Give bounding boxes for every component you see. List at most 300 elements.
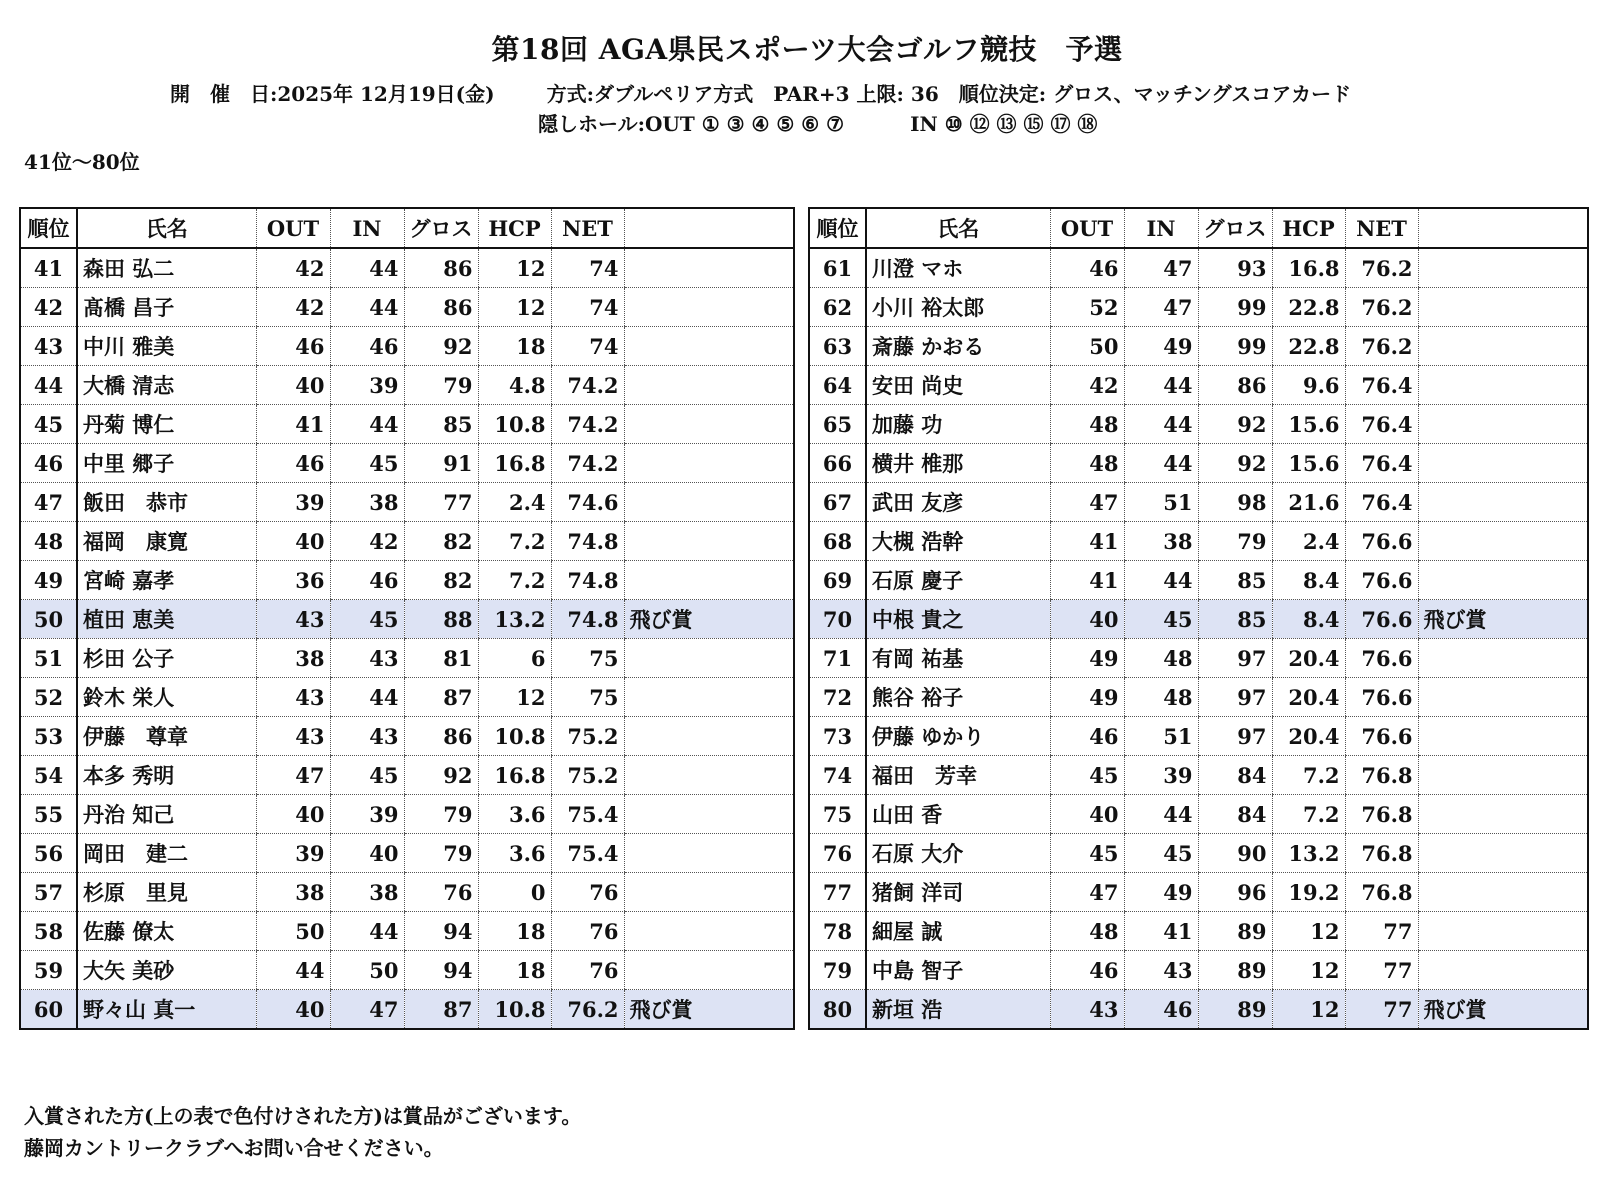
cell-hcp: 4.8 (478, 366, 551, 405)
cell-note (1418, 834, 1588, 873)
table-row (809, 912, 1588, 951)
cell-net: 76.2 (1345, 288, 1418, 327)
cell-net: 75.4 (551, 834, 624, 873)
cell-net: 75.2 (551, 756, 624, 795)
cell-hcp: 12 (478, 248, 551, 288)
cell-hcp: 12 (478, 678, 551, 717)
cell-in: 44 (1124, 561, 1198, 600)
cell-rank: 63 (809, 327, 866, 366)
cell-name: 丹菊 博仁 (77, 405, 256, 444)
cell-note (1418, 912, 1588, 951)
cell-hcp: 16.8 (1272, 248, 1345, 288)
table-row (20, 600, 794, 639)
cell-out: 41 (1050, 522, 1124, 561)
cell-out: 40 (256, 795, 330, 834)
table-row (809, 561, 1588, 600)
cell-name: 岡田 建二 (77, 834, 256, 873)
cell-rank: 69 (809, 561, 866, 600)
cell-out: 42 (256, 248, 330, 288)
cell-name: 福田 芳幸 (866, 756, 1050, 795)
table-row (809, 678, 1588, 717)
table-row (20, 522, 794, 561)
table-row (20, 366, 794, 405)
cell-net: 76.2 (1345, 248, 1418, 288)
cell-in: 45 (330, 444, 404, 483)
cell-hcp: 13.2 (478, 600, 551, 639)
cell-name: 中里 郷子 (77, 444, 256, 483)
cell-gross: 79 (1198, 522, 1272, 561)
cell-in: 45 (1124, 834, 1198, 873)
cell-in: 48 (1124, 639, 1198, 678)
cell-gross: 92 (404, 756, 478, 795)
header-rank: 順位 (20, 208, 77, 248)
header-rank: 順位 (809, 208, 866, 248)
hidden-holes-out: 隠しホール:OUT ① ③ ④ ⑤ ⑥ ⑦ (538, 112, 845, 136)
table-row (809, 483, 1588, 522)
cell-in: 38 (1124, 522, 1198, 561)
cell-out: 43 (256, 717, 330, 756)
cell-name: 加藤 功 (866, 405, 1050, 444)
hidden-holes-in: IN ⑩ ⑫ ⑬ ⑮ ⑰ ⑱ (910, 112, 1098, 136)
table-row (809, 366, 1588, 405)
cell-in: 44 (1124, 444, 1198, 483)
cell-in: 44 (330, 912, 404, 951)
cell-out: 42 (1050, 366, 1124, 405)
cell-hcp: 21.6 (1272, 483, 1345, 522)
cell-rank: 70 (809, 600, 866, 639)
cell-out: 49 (1050, 639, 1124, 678)
cell-gross: 85 (1198, 561, 1272, 600)
cell-note (624, 483, 794, 522)
cell-net: 76.8 (1345, 834, 1418, 873)
cell-out: 46 (256, 444, 330, 483)
cell-net: 74.6 (551, 483, 624, 522)
cell-hcp: 3.6 (478, 834, 551, 873)
cell-note (1418, 483, 1588, 522)
cell-gross: 85 (1198, 600, 1272, 639)
cell-out: 48 (1050, 405, 1124, 444)
table-row (809, 639, 1588, 678)
cell-in: 49 (1124, 327, 1198, 366)
cell-note (1418, 951, 1588, 990)
cell-net: 76.8 (1345, 756, 1418, 795)
cell-net: 76.6 (1345, 678, 1418, 717)
cell-note (624, 717, 794, 756)
cell-name: 石原 慶子 (866, 561, 1050, 600)
cell-out: 46 (1050, 248, 1124, 288)
table-row (20, 756, 794, 795)
cell-hcp: 7.2 (478, 522, 551, 561)
cell-name: 新垣 浩 (866, 990, 1050, 1030)
cell-gross: 86 (404, 717, 478, 756)
cell-net: 74.8 (551, 561, 624, 600)
cell-hcp: 22.8 (1272, 327, 1345, 366)
table-row (20, 795, 794, 834)
cell-name: 杉原 里見 (77, 873, 256, 912)
header-note (624, 208, 794, 248)
cell-rank: 54 (20, 756, 77, 795)
cell-out: 52 (1050, 288, 1124, 327)
cell-hcp: 18 (478, 912, 551, 951)
footer-line-contact: 藤岡カントリークラブへお問い合せください。 (24, 1136, 444, 1160)
cell-name: 小川 裕太郎 (866, 288, 1050, 327)
cell-hcp: 20.4 (1272, 678, 1345, 717)
cell-gross: 89 (1198, 951, 1272, 990)
cell-out: 47 (256, 756, 330, 795)
cell-name: 石原 大介 (866, 834, 1050, 873)
cell-note (1418, 639, 1588, 678)
cell-hcp: 8.4 (1272, 600, 1345, 639)
cell-name: 杉田 公子 (77, 639, 256, 678)
cell-gross: 90 (1198, 834, 1272, 873)
cell-gross: 92 (404, 327, 478, 366)
table-row (809, 795, 1588, 834)
cell-name: 川澄 マホ (866, 248, 1050, 288)
cell-name: 福岡 康寛 (77, 522, 256, 561)
cell-rank: 60 (20, 990, 77, 1030)
cell-out: 46 (256, 327, 330, 366)
cell-net: 75 (551, 678, 624, 717)
cell-rank: 50 (20, 600, 77, 639)
cell-rank: 78 (809, 912, 866, 951)
table-row (20, 444, 794, 483)
cell-rank: 56 (20, 834, 77, 873)
table-row (809, 405, 1588, 444)
cell-gross: 87 (404, 678, 478, 717)
cell-rank: 61 (809, 248, 866, 288)
cell-gross: 81 (404, 639, 478, 678)
cell-note (624, 639, 794, 678)
cell-net: 75.4 (551, 795, 624, 834)
cell-hcp: 13.2 (1272, 834, 1345, 873)
cell-name: 安田 尚史 (866, 366, 1050, 405)
rank-range-label: 41位～80位 (24, 150, 140, 174)
header-gross: グロス (1198, 208, 1272, 248)
cell-name: 宮崎 嘉孝 (77, 561, 256, 600)
cell-hcp: 18 (478, 951, 551, 990)
cell-hcp: 10.8 (478, 405, 551, 444)
cell-gross: 85 (404, 405, 478, 444)
cell-out: 46 (1050, 951, 1124, 990)
cell-note (624, 795, 794, 834)
cell-out: 40 (256, 522, 330, 561)
cell-name: 山田 香 (866, 795, 1050, 834)
cell-in: 43 (1124, 951, 1198, 990)
header-note (1418, 208, 1588, 248)
cell-net: 76 (551, 873, 624, 912)
table-row (20, 678, 794, 717)
cell-net: 74 (551, 248, 624, 288)
cell-note: 飛び賞 (624, 990, 794, 1030)
cell-out: 50 (256, 912, 330, 951)
cell-gross: 82 (404, 522, 478, 561)
cell-rank: 68 (809, 522, 866, 561)
cell-net: 76.8 (1345, 873, 1418, 912)
cell-hcp: 10.8 (478, 717, 551, 756)
event-info-line (170, 78, 1351, 107)
cell-gross: 92 (1198, 405, 1272, 444)
header-net: NET (1345, 208, 1418, 248)
cell-net: 77 (1345, 951, 1418, 990)
cell-name: 有岡 祐基 (866, 639, 1050, 678)
cell-note (624, 912, 794, 951)
cell-gross: 89 (1198, 912, 1272, 951)
cell-gross: 86 (1198, 366, 1272, 405)
cell-note (624, 327, 794, 366)
cell-net: 76.8 (1345, 795, 1418, 834)
cell-name: 大槻 浩幹 (866, 522, 1050, 561)
table-row (20, 639, 794, 678)
cell-hcp: 19.2 (1272, 873, 1345, 912)
table-row (809, 522, 1588, 561)
cell-hcp: 7.2 (478, 561, 551, 600)
page-title: 第18回 AGA県民スポーツ大会ゴルフ競技 予選 (491, 33, 1123, 66)
cell-note (624, 405, 794, 444)
cell-net: 77 (1345, 990, 1418, 1030)
cell-out: 40 (1050, 795, 1124, 834)
cell-hcp: 20.4 (1272, 639, 1345, 678)
cell-gross: 97 (1198, 717, 1272, 756)
cell-in: 46 (330, 561, 404, 600)
cell-in: 43 (330, 717, 404, 756)
table-row (20, 990, 794, 1030)
cell-name: 本多 秀明 (77, 756, 256, 795)
cell-net: 76.6 (1345, 561, 1418, 600)
cell-name: 横井 椎那 (866, 444, 1050, 483)
cell-in: 50 (330, 951, 404, 990)
cell-name: 飯田 恭市 (77, 483, 256, 522)
cell-rank: 41 (20, 248, 77, 288)
cell-net: 76.6 (1345, 717, 1418, 756)
table-row (809, 327, 1588, 366)
table-body-left (20, 248, 794, 1029)
table-row (20, 561, 794, 600)
cell-net: 77 (1345, 912, 1418, 951)
cell-net: 76.2 (1345, 327, 1418, 366)
header-net: NET (551, 208, 624, 248)
cell-gross: 77 (404, 483, 478, 522)
hidden-holes-line (538, 108, 1097, 137)
cell-gross: 99 (1198, 327, 1272, 366)
cell-gross: 79 (404, 795, 478, 834)
table-row (809, 717, 1588, 756)
cell-rank: 42 (20, 288, 77, 327)
cell-out: 39 (256, 834, 330, 873)
cell-gross: 96 (1198, 873, 1272, 912)
cell-hcp: 18 (478, 327, 551, 366)
cell-note (624, 951, 794, 990)
table-row (809, 873, 1588, 912)
cell-note (1418, 561, 1588, 600)
cell-net: 74.2 (551, 405, 624, 444)
cell-net: 76.4 (1345, 444, 1418, 483)
cell-hcp: 9.6 (1272, 366, 1345, 405)
cell-note (1418, 678, 1588, 717)
cell-out: 43 (256, 600, 330, 639)
table-row (20, 834, 794, 873)
cell-in: 45 (1124, 600, 1198, 639)
cell-hcp: 2.4 (478, 483, 551, 522)
cell-out: 47 (1050, 873, 1124, 912)
cell-in: 51 (1124, 717, 1198, 756)
cell-out: 41 (256, 405, 330, 444)
table-row (809, 834, 1588, 873)
cell-gross: 84 (1198, 795, 1272, 834)
table-row (809, 248, 1588, 288)
cell-hcp: 2.4 (1272, 522, 1345, 561)
cell-rank: 62 (809, 288, 866, 327)
cell-in: 39 (330, 366, 404, 405)
cell-in: 40 (330, 834, 404, 873)
cell-name: 伊藤 尊章 (77, 717, 256, 756)
cell-in: 39 (1124, 756, 1198, 795)
cell-note (1418, 444, 1588, 483)
cell-in: 44 (330, 248, 404, 288)
cell-rank: 79 (809, 951, 866, 990)
cell-hcp: 22.8 (1272, 288, 1345, 327)
cell-gross: 91 (404, 444, 478, 483)
cell-hcp: 12 (478, 288, 551, 327)
cell-note (624, 561, 794, 600)
table-row (809, 288, 1588, 327)
cell-hcp: 3.6 (478, 795, 551, 834)
cell-note (1418, 756, 1588, 795)
table-row (20, 483, 794, 522)
cell-note (624, 873, 794, 912)
cell-in: 47 (1124, 248, 1198, 288)
header-in: IN (330, 208, 404, 248)
header-hcp: HCP (1272, 208, 1345, 248)
cell-net: 74.8 (551, 600, 624, 639)
cell-name: 中根 貴之 (866, 600, 1050, 639)
cell-hcp: 7.2 (1272, 795, 1345, 834)
cell-net: 74 (551, 288, 624, 327)
cell-rank: 52 (20, 678, 77, 717)
cell-note (624, 366, 794, 405)
table-header-row (20, 208, 794, 248)
table-row (809, 444, 1588, 483)
cell-out: 38 (256, 873, 330, 912)
cell-rank: 71 (809, 639, 866, 678)
cell-net: 76.6 (1345, 600, 1418, 639)
cell-rank: 49 (20, 561, 77, 600)
cell-hcp: 8.4 (1272, 561, 1345, 600)
cell-name: 森田 弘二 (77, 248, 256, 288)
table-row (20, 951, 794, 990)
cell-in: 39 (330, 795, 404, 834)
cell-name: 髙橋 昌子 (77, 288, 256, 327)
cell-note (624, 756, 794, 795)
cell-in: 46 (1124, 990, 1198, 1030)
cell-name: 野々山 真一 (77, 990, 256, 1030)
cell-out: 43 (1050, 990, 1124, 1030)
cell-gross: 94 (404, 912, 478, 951)
cell-out: 36 (256, 561, 330, 600)
table-body-right (809, 248, 1588, 1029)
cell-rank: 45 (20, 405, 77, 444)
cell-in: 44 (1124, 405, 1198, 444)
cell-name: 武田 友彦 (866, 483, 1050, 522)
cell-hcp: 12 (1272, 912, 1345, 951)
cell-out: 43 (256, 678, 330, 717)
cell-net: 74.2 (551, 366, 624, 405)
cell-note (1418, 327, 1588, 366)
cell-out: 49 (1050, 678, 1124, 717)
event-method: 方式:ダブルペリア方式 PAR+3 上限: 36 順位決定: グロス、マッチングスコアカード (546, 82, 1352, 106)
header-hcp: HCP (478, 208, 551, 248)
cell-gross: 79 (404, 366, 478, 405)
results-table-left (19, 207, 795, 1030)
footer-line-prize: 入賞された方(上の表で色付けされた方)は賞品がございます。 (24, 1104, 582, 1128)
cell-in: 48 (1124, 678, 1198, 717)
cell-note (1418, 366, 1588, 405)
cell-gross: 79 (404, 834, 478, 873)
table-header-row (809, 208, 1588, 248)
cell-out: 45 (1050, 834, 1124, 873)
table-row (809, 600, 1588, 639)
cell-name: 細屋 誠 (866, 912, 1050, 951)
cell-gross: 97 (1198, 639, 1272, 678)
cell-net: 75 (551, 639, 624, 678)
cell-name: 猪飼 洋司 (866, 873, 1050, 912)
cell-out: 45 (1050, 756, 1124, 795)
cell-note (624, 522, 794, 561)
cell-note (1418, 248, 1588, 288)
cell-out: 48 (1050, 444, 1124, 483)
cell-out: 39 (256, 483, 330, 522)
cell-gross: 94 (404, 951, 478, 990)
cell-net: 76 (551, 912, 624, 951)
cell-note: 飛び賞 (624, 600, 794, 639)
cell-out: 40 (256, 990, 330, 1030)
header-in: IN (1124, 208, 1198, 248)
table-row (20, 873, 794, 912)
cell-gross: 92 (1198, 444, 1272, 483)
cell-rank: 64 (809, 366, 866, 405)
cell-note (1418, 717, 1588, 756)
header-out: OUT (256, 208, 330, 248)
cell-net: 74.2 (551, 444, 624, 483)
cell-hcp: 0 (478, 873, 551, 912)
cell-name: 中島 智子 (866, 951, 1050, 990)
cell-hcp: 12 (1272, 951, 1345, 990)
cell-rank: 51 (20, 639, 77, 678)
cell-in: 41 (1124, 912, 1198, 951)
cell-gross: 98 (1198, 483, 1272, 522)
cell-out: 40 (256, 366, 330, 405)
cell-rank: 67 (809, 483, 866, 522)
table-row (20, 912, 794, 951)
cell-net: 76.2 (551, 990, 624, 1030)
cell-gross: 89 (1198, 990, 1272, 1030)
cell-in: 42 (330, 522, 404, 561)
table-row (809, 951, 1588, 990)
cell-gross: 88 (404, 600, 478, 639)
cell-name: 丹治 知己 (77, 795, 256, 834)
cell-hcp: 7.2 (1272, 756, 1345, 795)
footer-note (24, 1100, 581, 1164)
header-name: 氏名 (866, 208, 1050, 248)
cell-out: 42 (256, 288, 330, 327)
header-gross: グロス (404, 208, 478, 248)
cell-rank: 65 (809, 405, 866, 444)
cell-note (624, 834, 794, 873)
header-name: 氏名 (77, 208, 256, 248)
cell-in: 47 (330, 990, 404, 1030)
cell-in: 45 (330, 600, 404, 639)
cell-net: 74 (551, 327, 624, 366)
cell-out: 48 (1050, 912, 1124, 951)
